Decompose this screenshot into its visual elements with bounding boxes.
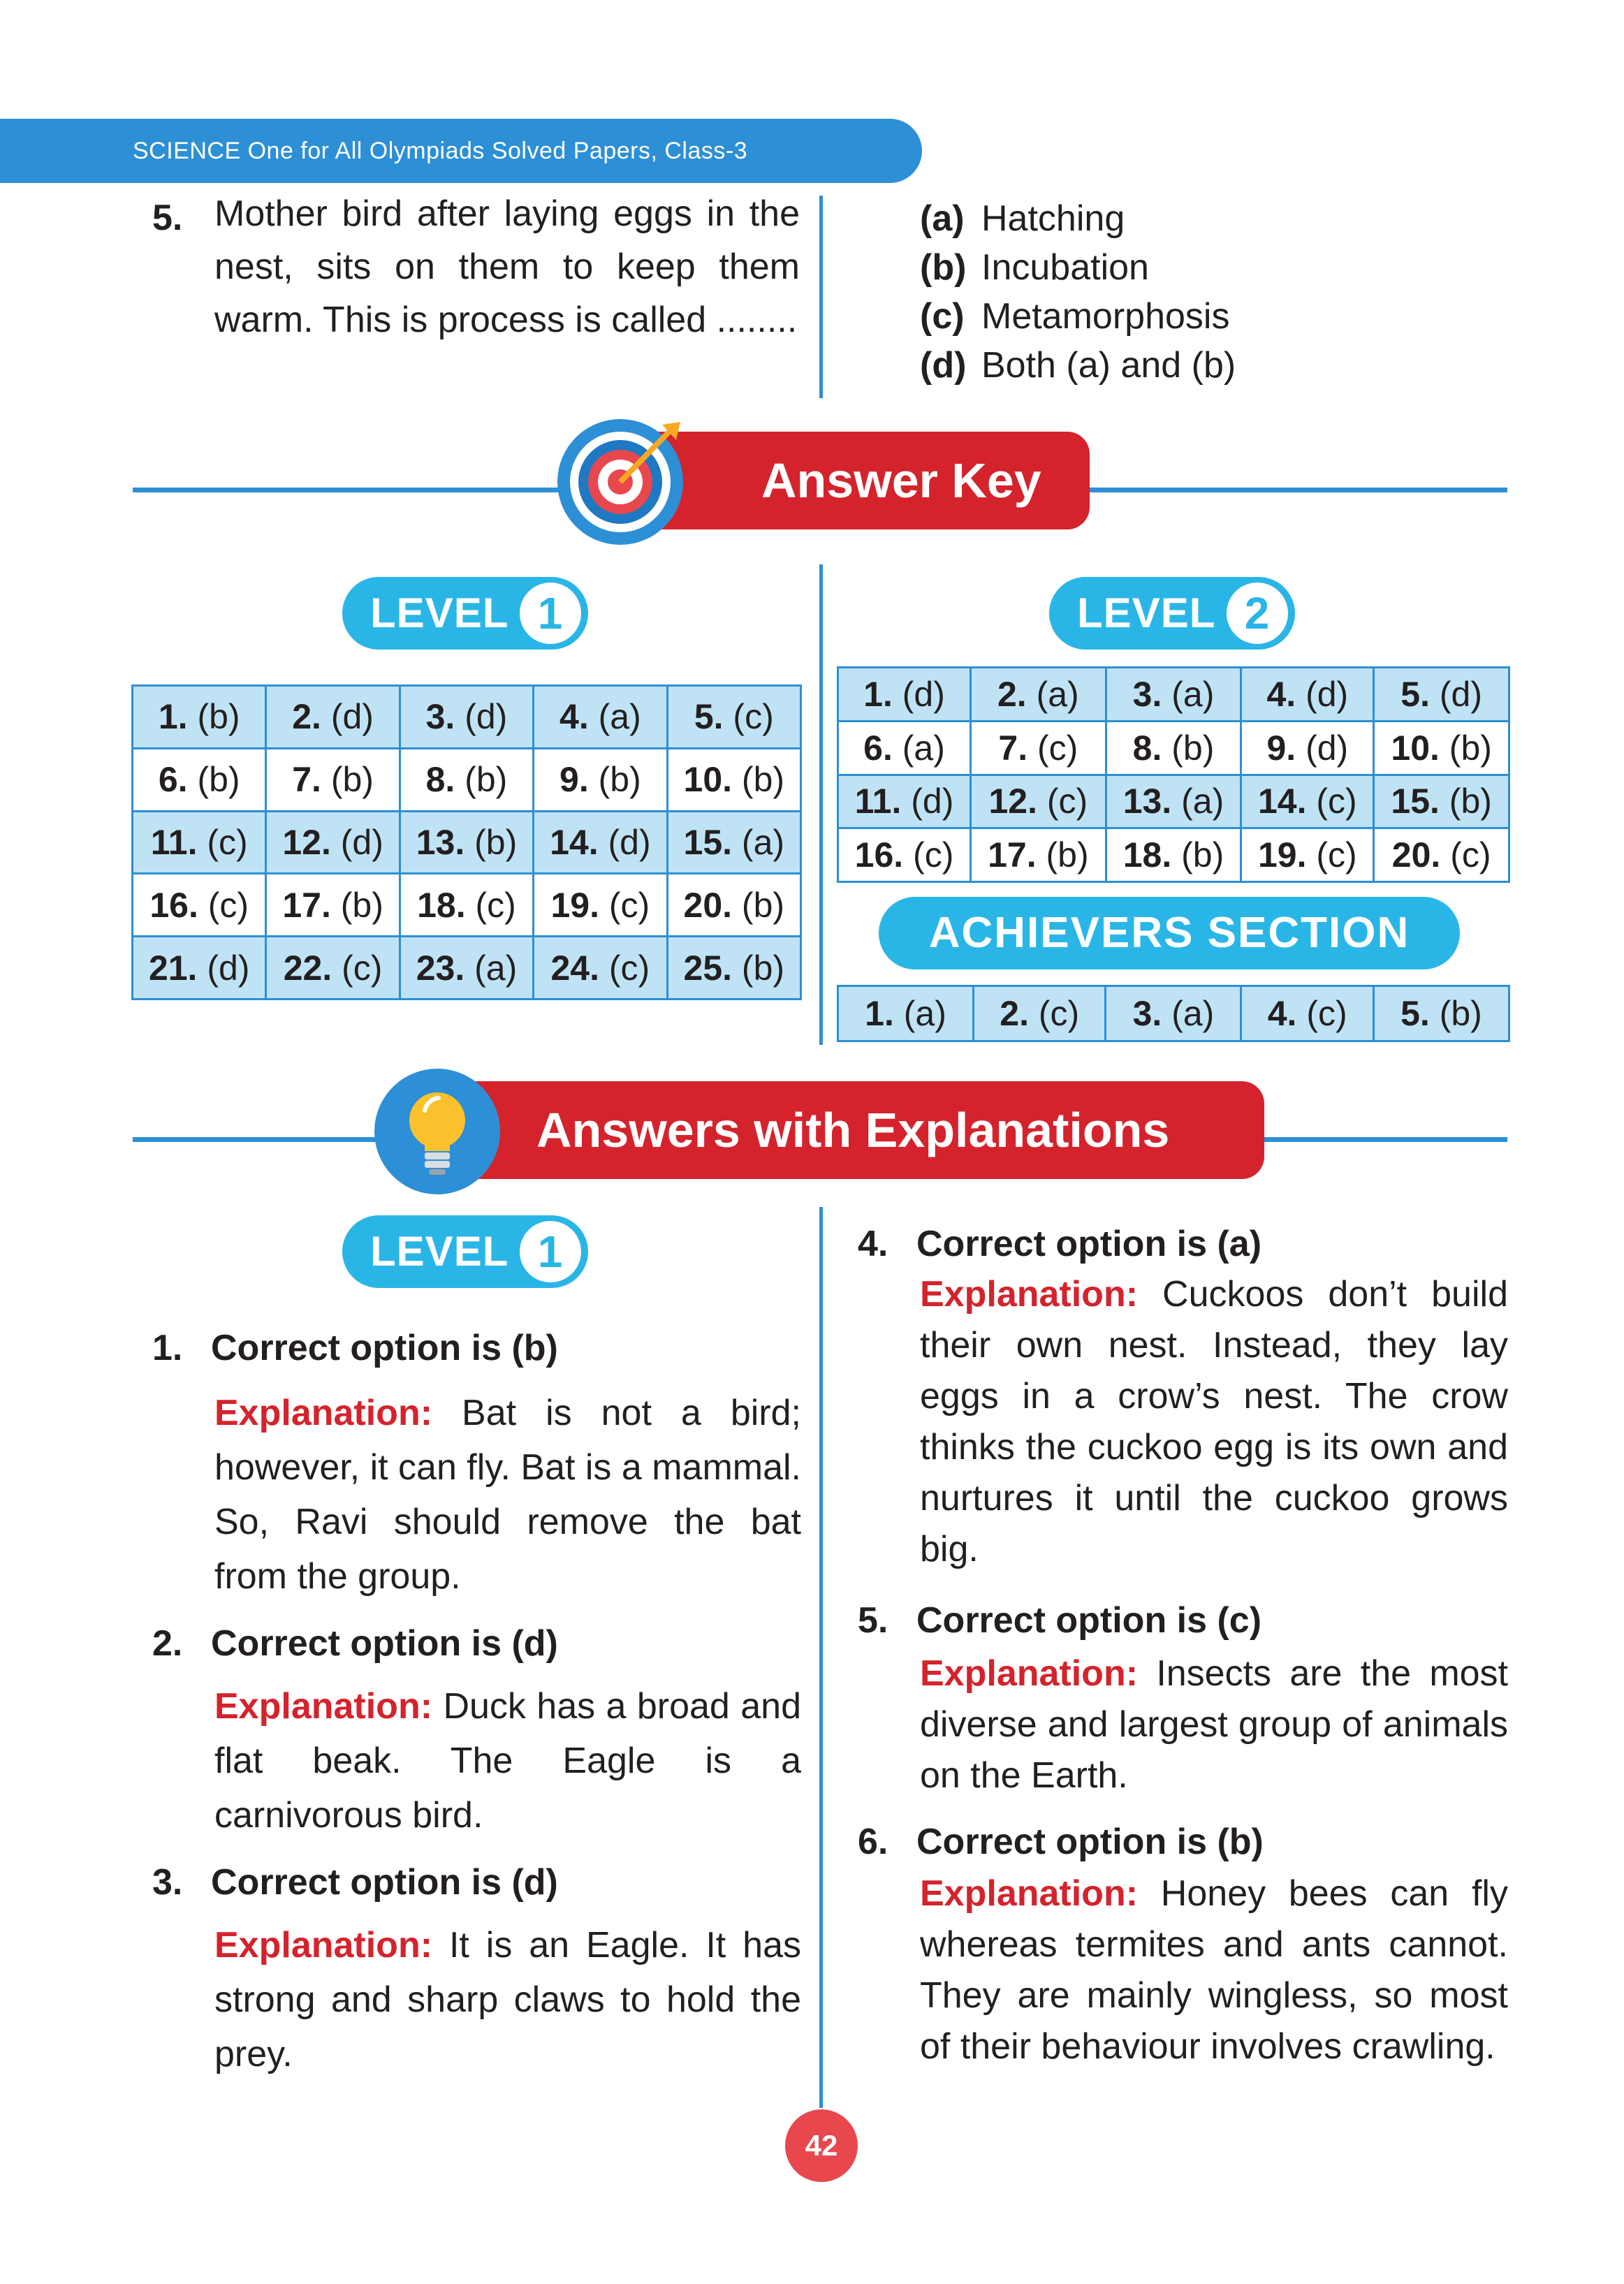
answer-option: (d) — [901, 782, 954, 821]
answer-cell — [266, 937, 400, 1000]
answer-option: (a) — [892, 728, 945, 768]
answer-option: (a) — [1162, 994, 1215, 1033]
answer-cell — [667, 686, 800, 749]
answer-option: (c) — [465, 885, 516, 925]
answer-question-number: 5. — [694, 697, 724, 737]
answer-row — [838, 775, 1509, 828]
answer-cell — [1106, 721, 1241, 775]
answer-option: (c) — [599, 948, 650, 988]
answer-row — [838, 828, 1509, 882]
answer-option: (b) — [588, 760, 641, 800]
answer-row — [133, 874, 801, 937]
answer-option: (c) — [1027, 728, 1078, 768]
answer-key-divider — [819, 564, 823, 1045]
answer-cell — [1106, 986, 1241, 1041]
question-divider — [819, 196, 823, 398]
answer-option: (b) — [1036, 835, 1089, 875]
answer-question-number: 18. — [417, 885, 466, 925]
answer-question-number: 6. — [863, 728, 893, 768]
answer-cell — [974, 986, 1106, 1041]
answer-cell — [400, 937, 533, 1000]
answer-option: (c) — [903, 835, 954, 875]
answer-question-number: 16. — [854, 835, 904, 875]
answer-question-number: 2. — [292, 697, 321, 737]
answer-question-number: 10. — [683, 760, 733, 800]
answer-option: (a) — [893, 994, 946, 1033]
answer-cell — [266, 874, 400, 937]
answer-question-number: 14. — [1257, 782, 1307, 821]
answer-question-number: 7. — [998, 728, 1028, 768]
answer-question-number: 25. — [683, 948, 733, 988]
answer-question-number: 21. — [148, 948, 198, 988]
explanation-label: Explanation: — [214, 1686, 433, 1727]
answer-option: (b) — [464, 822, 518, 862]
answer-question-number: 9. — [559, 760, 589, 800]
answer-cell — [1106, 828, 1241, 882]
answer-option: (d) — [197, 948, 250, 988]
answer-option: (b) — [321, 760, 374, 800]
answer-question-number: 6. — [158, 760, 188, 800]
answer-cell — [1106, 775, 1241, 828]
answer-question-number: 12. — [988, 782, 1037, 821]
answer-cell — [1374, 828, 1509, 882]
answer-cell — [838, 668, 971, 722]
answer-question-number: 11. — [150, 822, 198, 862]
answer-cell — [266, 686, 400, 749]
option-b: (b) Incubation — [920, 247, 1149, 288]
explanation-4-heading: 4. Correct option is (a) — [858, 1224, 1262, 1264]
answer-question-number: 19. — [550, 885, 600, 925]
answer-cell — [838, 775, 971, 828]
answer-cell — [667, 811, 800, 874]
answer-key-title: Answer Key — [761, 453, 1041, 508]
answer-cell — [667, 874, 800, 937]
answer-option: (d) — [1430, 674, 1482, 714]
explanation-2-body: Explanation: Duck has a broad and flat beak. The Eagle is a carnivorous bird. — [214, 1686, 802, 1836]
answer-option: (d) — [892, 674, 945, 714]
answer-question-number: 1. — [863, 674, 893, 714]
question-number: 5. — [152, 198, 183, 238]
answer-cell — [838, 721, 971, 775]
answer-cell — [838, 828, 971, 882]
answer-cell — [534, 937, 667, 1000]
answer-cell — [1106, 668, 1241, 722]
option-d: (d) Both (a) and (b) — [920, 345, 1236, 386]
answer-cell — [266, 811, 400, 874]
option-a: (a) Hatching — [920, 198, 1125, 239]
level-2-pill — [1049, 577, 1295, 650]
answer-option: (a) — [1171, 782, 1224, 821]
answer-cell — [1374, 721, 1509, 775]
answer-question-number: 8. — [425, 760, 455, 800]
answer-option: (b) — [1439, 728, 1492, 768]
answer-cell — [133, 748, 266, 811]
answer-option: (b) — [187, 760, 240, 800]
answer-cell — [971, 828, 1106, 882]
answer-cell — [1373, 986, 1509, 1041]
explanation-6-heading: 6. Correct option is (b) — [858, 1822, 1264, 1862]
answer-option: (b) — [732, 885, 785, 925]
explanation-2-heading: 2. Correct option is (d) — [152, 1623, 558, 1664]
answer-cell — [1241, 828, 1374, 882]
answer-question-number: 20. — [683, 885, 733, 925]
answer-row — [838, 668, 1509, 722]
answer-cell — [1241, 986, 1373, 1041]
answer-question-number: 9. — [1266, 728, 1296, 768]
answer-question-number: 5. — [1400, 994, 1430, 1033]
answer-option: (b) — [1429, 994, 1482, 1033]
achievers-answer-table — [837, 985, 1510, 1042]
header-title: SCIENCE One for All Olympiads Solved Papers, Class-3 — [133, 138, 748, 164]
explanations-title: Answers with Explanations — [536, 1103, 1170, 1157]
answer-cell — [534, 686, 667, 749]
explanation-6-body: Explanation: Honey bees can fly whereas termites and ants cannot. They are mainly wingless, so most of their behaviour involves crawling. — [920, 1873, 1508, 2067]
explanations-level-pill — [342, 1215, 588, 1288]
answer-question-number: 22. — [283, 948, 332, 988]
answer-question-number: 8. — [1132, 728, 1162, 768]
answer-cell — [400, 686, 533, 749]
achievers-section-pill: ACHIEVERS SECTION — [879, 897, 1460, 969]
level-1-pill — [342, 577, 588, 650]
answer-option: (b) — [1439, 782, 1492, 821]
level-1-answer-table — [131, 685, 802, 1000]
answer-question-number: 13. — [1122, 782, 1172, 821]
answer-option: (c) — [197, 822, 248, 862]
answer-row — [133, 811, 801, 874]
answer-cell — [971, 668, 1106, 722]
answer-option: (d) — [330, 822, 383, 862]
lightbulb-icon — [374, 1069, 500, 1194]
answer-row — [838, 721, 1509, 775]
answer-option: (a) — [1026, 674, 1079, 714]
option-c: (c) Metamorphosis — [920, 296, 1230, 337]
answer-option: (c) — [1440, 835, 1491, 875]
level-number-badge: 1 — [520, 583, 581, 644]
answer-option: (c) — [1028, 994, 1080, 1033]
explanation-5-heading: 5. Correct option is (c) — [858, 1600, 1262, 1641]
answer-row — [133, 748, 801, 811]
answer-question-number: 4. — [559, 697, 589, 737]
answer-option: (c) — [1306, 835, 1357, 875]
level-2-answer-table — [837, 666, 1510, 883]
answer-question-number: 17. — [988, 835, 1037, 875]
answer-question-number: 14. — [550, 822, 599, 862]
answer-option: (b) — [732, 760, 785, 800]
answer-cell — [971, 721, 1106, 775]
level-label: LEVEL — [370, 590, 509, 636]
answer-cell — [133, 686, 266, 749]
answer-option: (b) — [1171, 835, 1224, 875]
answer-question-number: 23. — [416, 948, 465, 988]
answer-cell — [1374, 668, 1509, 722]
answer-cell — [1241, 668, 1374, 722]
answer-option: (b) — [187, 697, 240, 737]
explanation-label: Explanation: — [214, 1393, 433, 1433]
explanation-1-heading: 1. Correct option is (b) — [152, 1328, 558, 1368]
answer-cell — [1374, 775, 1509, 828]
answer-cell — [133, 937, 266, 1000]
answer-option: (a) — [588, 697, 641, 737]
answer-question-number: 15. — [1391, 782, 1440, 821]
answer-option: (d) — [1296, 674, 1349, 714]
answer-cell — [133, 874, 266, 937]
answer-question-number: 15. — [683, 822, 733, 862]
answer-option: (b) — [1162, 728, 1215, 768]
answer-question-number: 1. — [158, 697, 188, 737]
answer-question-number: 7. — [292, 760, 321, 800]
answer-question-number: 11. — [854, 782, 902, 821]
answer-question-number: 19. — [1257, 835, 1307, 875]
explanation-4-body: Explanation: Cuckoos don’t build their own nest. Instead, they lay eggs in a crow’s nest. The crow thinks the cuckoo egg is its own and nurtures it until the cuckoo grows big. — [920, 1274, 1508, 1569]
answer-question-number: 13. — [416, 822, 465, 862]
answer-cell — [1241, 721, 1374, 775]
answer-question-number: 18. — [1122, 835, 1172, 875]
answer-option: (c) — [198, 885, 249, 925]
answer-question-number: 17. — [282, 885, 331, 925]
explanation-label: Explanation: — [920, 1873, 1139, 1914]
answer-cell — [534, 811, 667, 874]
level-label: LEVEL — [370, 1228, 509, 1275]
explanation-3-body: Explanation: It is an Eagle. It has strong and sharp claws to hold the prey. — [214, 1925, 801, 2074]
answer-cell — [400, 874, 533, 937]
answer-question-number: 2. — [1000, 994, 1029, 1033]
answer-option: (d) — [1296, 728, 1349, 768]
answer-question-number: 12. — [282, 822, 331, 862]
explanation-label: Explanation: — [214, 1925, 433, 1965]
answer-question-number: 10. — [1391, 728, 1440, 768]
level-label: LEVEL — [1077, 590, 1216, 636]
answer-option: (d) — [321, 697, 374, 737]
explanation-3-heading: 3. Correct option is (d) — [152, 1862, 558, 1903]
answer-question-number: 4. — [1266, 674, 1296, 714]
answer-option: (a) — [464, 948, 518, 988]
explanation-label: Explanation: — [920, 1653, 1139, 1694]
answer-question-number: 1. — [865, 994, 894, 1033]
answer-question-number: 3. — [425, 697, 455, 737]
answer-question-number: 3. — [1132, 994, 1162, 1033]
answer-cell — [534, 748, 667, 811]
answer-cell — [534, 874, 667, 937]
answer-option: (b) — [455, 760, 508, 800]
answer-cell — [400, 811, 533, 874]
answer-cell — [1241, 775, 1374, 828]
page-number: 42 — [785, 2109, 858, 2182]
explanation-1-body: Explanation: Bat is not a bird; however, it can fly. Bat is a mammal. So, Ravi should remove the bat from the group. — [214, 1393, 801, 1597]
answer-question-number: 20. — [1391, 835, 1441, 875]
answer-option: (a) — [1162, 674, 1215, 714]
answer-option: (c) — [1306, 782, 1357, 821]
answer-cell — [667, 937, 800, 1000]
answer-option: (b) — [330, 885, 383, 925]
explanation-label: Explanation: — [920, 1274, 1139, 1315]
question-text: Mother bird after laying eggs in the nest, sits on them to keep them warm. This is process is called ........ — [214, 193, 800, 340]
answer-cell — [133, 811, 266, 874]
answer-option: (b) — [732, 948, 785, 988]
answer-question-number: 24. — [550, 948, 600, 988]
answer-question-number: 2. — [997, 674, 1027, 714]
answer-row — [133, 686, 801, 749]
answer-option: (c) — [599, 885, 650, 925]
explanation-5-body: Explanation: Insects are the most diverse and largest group of animals on the Earth. — [920, 1653, 1508, 1796]
target-icon — [557, 419, 683, 545]
answer-question-number: 5. — [1400, 674, 1430, 714]
answer-option: (c) — [723, 697, 774, 737]
answer-option: (d) — [598, 822, 651, 862]
answer-question-number: 3. — [1132, 674, 1162, 714]
answer-cell — [266, 748, 400, 811]
explanations-divider — [819, 1207, 823, 2108]
answer-cell — [667, 748, 800, 811]
level-number-badge: 1 — [520, 1221, 581, 1282]
answer-row — [838, 986, 1509, 1041]
level-number-badge: 2 — [1227, 583, 1288, 644]
answer-option: (c) — [1037, 782, 1088, 821]
answer-option: (c) — [1296, 994, 1347, 1033]
answer-option: (d) — [455, 697, 508, 737]
answer-key-banner — [650, 432, 1090, 529]
answer-question-number: 16. — [149, 885, 198, 925]
answer-option: (a) — [732, 822, 785, 862]
answer-cell — [838, 986, 974, 1041]
answer-question-number: 4. — [1267, 994, 1297, 1033]
explanations-banner — [461, 1081, 1264, 1179]
answer-cell — [971, 775, 1106, 828]
header-tab — [0, 119, 922, 183]
answer-row — [133, 937, 801, 1000]
answer-cell — [400, 748, 533, 811]
answer-option: (c) — [332, 948, 383, 988]
